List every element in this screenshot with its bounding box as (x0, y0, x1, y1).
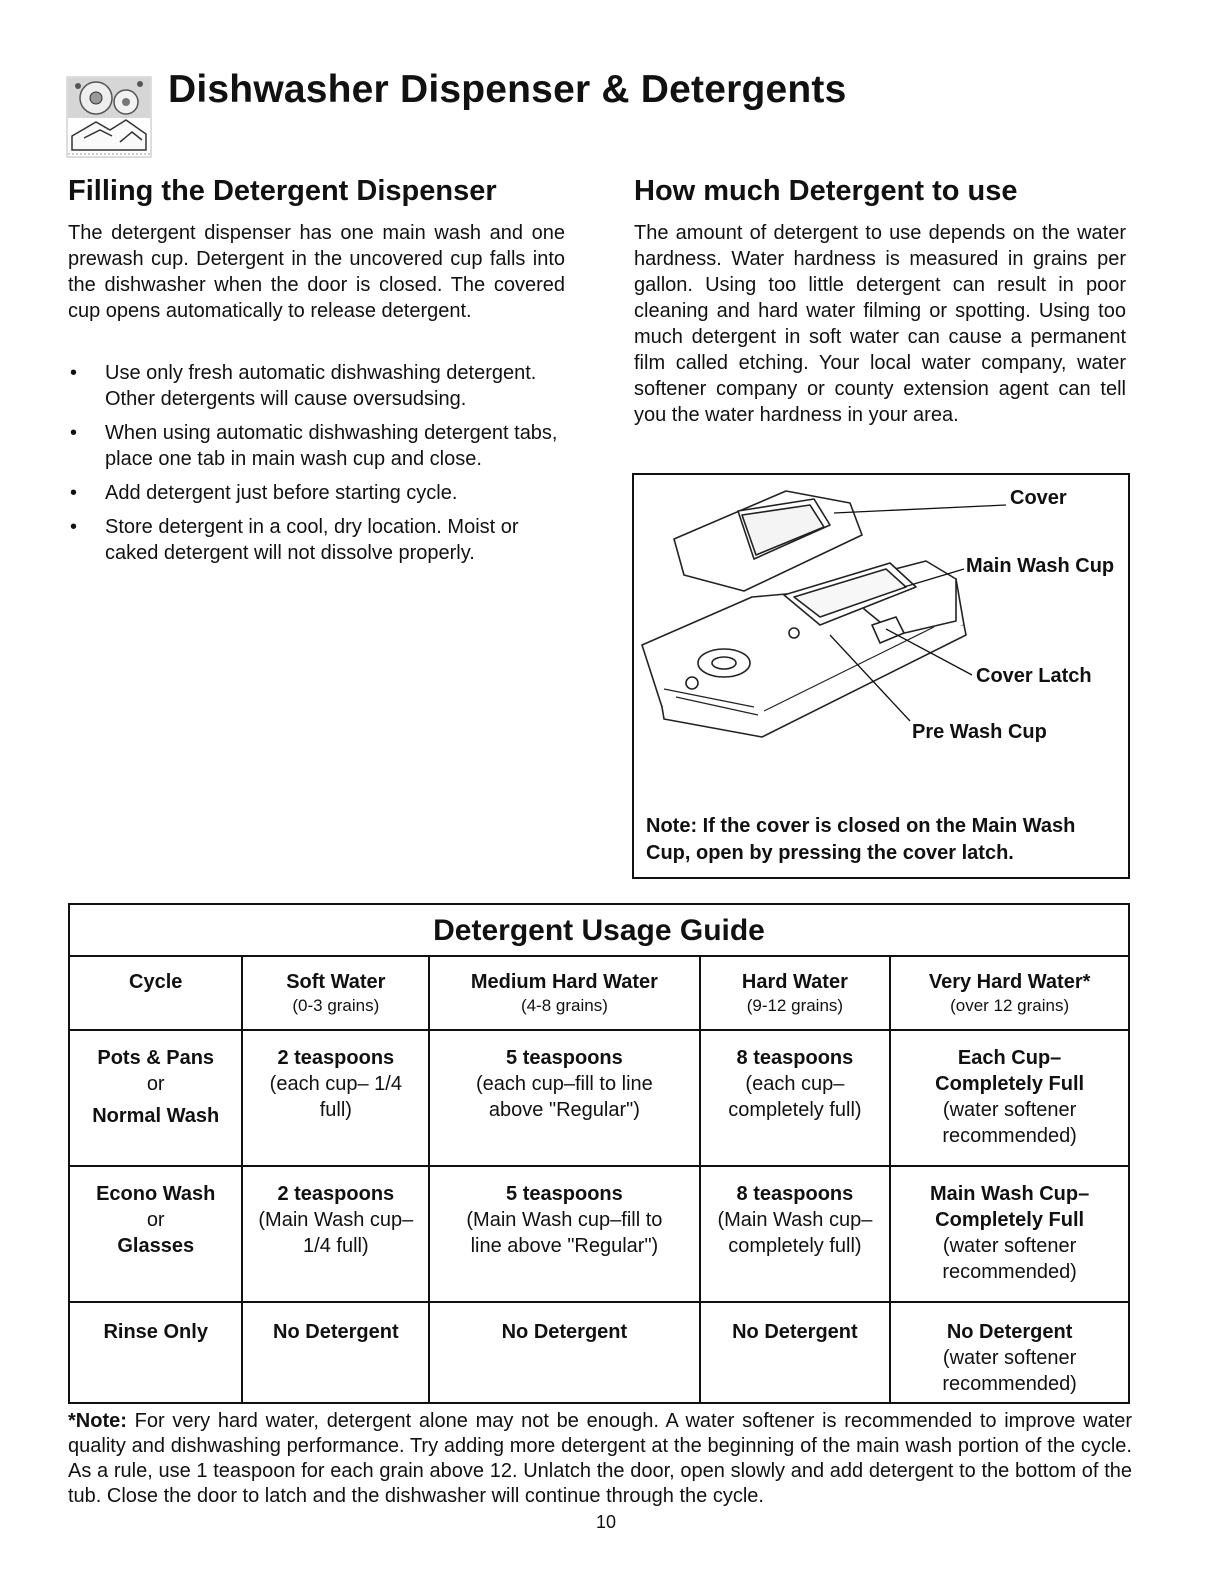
table-cell (700, 1030, 891, 1166)
table-cell (429, 1030, 699, 1166)
amount-note: (water softener recommended) (942, 1099, 1077, 1147)
cycle-name: Normal Wash (92, 1105, 220, 1127)
amount-text: No Detergent (732, 1321, 858, 1343)
filling-dispenser-heading: Filling the Detergent Dispenser (68, 175, 497, 207)
bullet-icon: • (70, 362, 78, 384)
amount-text: 5 teaspoons (506, 1183, 623, 1205)
amount-text: 8 teaspoons (736, 1047, 854, 1069)
cycle-name: Pots & Pans (97, 1047, 215, 1069)
main-wash-cup-label: Main Wash Cup (966, 555, 1115, 577)
amount-text: Main Wash Cup– Completely Full (929, 1183, 1090, 1231)
cycle-or: or (146, 1073, 165, 1095)
detergent-amount-text: The amount of detergent to use depends on the water hardness. Water hardness is measured in grains per gallon. Using too little detergent can result in poor cleaning and hard water filming or spotting. Using too much detergent in soft water can cause a permanent film called etching. Your local water company, water softener company or county extension agent can tell you the water hardness in your area. (634, 222, 1126, 426)
table-cell (890, 1166, 1129, 1302)
column-header-label: Very Hard Water* (928, 971, 1091, 993)
cycle-name: Rinse Only (103, 1321, 208, 1343)
column-header (242, 956, 429, 1030)
cover-label: Cover (1010, 487, 1067, 509)
cycle-name: Glasses (117, 1235, 195, 1257)
amount-text: No Detergent (501, 1321, 628, 1343)
table-cell (242, 1302, 429, 1403)
dispenser-tips-list (68, 360, 565, 574)
column-header-sub: (9-12 grains) (746, 996, 844, 1015)
amount-text: 5 teaspoons (506, 1047, 623, 1069)
cycle-name: Econo Wash (96, 1183, 216, 1205)
amount-text: 2 teaspoons (277, 1183, 395, 1205)
amount-text: Each Cup– Completely Full (935, 1047, 1085, 1095)
pre-wash-cup-label: Pre Wash Cup (912, 721, 1047, 743)
table-row (69, 1030, 1129, 1166)
table-cell (700, 1302, 891, 1403)
column-header (700, 956, 891, 1030)
amount-note: (Main Wash cup– completely full) (717, 1209, 873, 1257)
amount-note: (each cup–fill to line above "Regular") (476, 1073, 653, 1121)
list-item-text: When using automatic dishwashing detergent tabs, place one tab in main wash cup and close. (105, 422, 558, 470)
column-header-sub: (0-3 grains) (292, 996, 380, 1015)
bullet-icon: • (70, 516, 78, 538)
bullet-icon: • (70, 422, 78, 444)
column-header (69, 956, 242, 1030)
list-item (68, 480, 565, 506)
table-cell (890, 1030, 1129, 1166)
table-cell (890, 1302, 1129, 1403)
column-header (429, 956, 699, 1030)
column-header-sub: (4-8 grains) (520, 996, 608, 1015)
footnote (68, 1409, 1132, 1509)
dishwasher-section-icon (66, 76, 152, 158)
amount-note: (Main Wash cup– 1/4 full) (258, 1209, 414, 1257)
table-row (69, 1166, 1129, 1302)
table-header-row (69, 956, 1129, 1030)
footnote-text: For very hard water, detergent alone may not be enough. A water softener is recommended to improve water quality and dishwashing performance. Try adding more detergent at the beginning of the main wash portion of the cycle. As a rule, use 1 teaspoon for each grain above 12. Unlatch the door, open slowly and add detergent to the bottom of the tub. Close the door to latch and the dishwasher will continue through the cycle. (68, 1410, 1132, 1507)
amount-text: No Detergent (946, 1321, 1073, 1343)
list-item-text: Add detergent just before starting cycle. (105, 482, 458, 504)
column-header-label: Cycle (129, 971, 183, 993)
table-cell (429, 1302, 699, 1403)
amount-text: No Detergent (273, 1321, 399, 1343)
footnote-label: *Note: (68, 1410, 127, 1432)
page-number: 10 (595, 1512, 617, 1532)
list-item (68, 514, 565, 566)
table-cell (429, 1166, 699, 1302)
dispenser-illustration (634, 475, 1128, 805)
column-header-label: Medium Hard Water (470, 971, 658, 993)
amount-note: (water softener recommended) (942, 1347, 1077, 1395)
detergent-usage-guide-table (68, 903, 1130, 1404)
cover-latch-label: Cover Latch (976, 665, 1092, 687)
cycle-cell (69, 1302, 242, 1403)
list-item (68, 420, 565, 472)
amount-note: (each cup– 1/4 full) (269, 1073, 402, 1121)
table-cell (242, 1166, 429, 1302)
table-row (69, 1302, 1129, 1403)
diagram-note: Note: If the cover is closed on the Main Wash Cup, open by pressing the cover latch. (646, 815, 1076, 864)
column-header-label: Hard Water (741, 971, 848, 993)
column-header (890, 956, 1129, 1030)
amount-note: (water softener recommended) (942, 1235, 1077, 1283)
bullet-icon: • (70, 482, 78, 504)
table-title: Detergent Usage Guide (69, 904, 1129, 956)
amount-text: 8 teaspoons (736, 1183, 854, 1205)
amount-note: (Main Wash cup–fill to line above "Regular") (466, 1209, 663, 1257)
amount-note: (each cup– completely full) (728, 1073, 862, 1121)
cycle-cell (69, 1030, 242, 1166)
column-header-label: Soft Water (286, 971, 386, 993)
list-item (68, 360, 565, 412)
page-title: Dishwasher Dispenser & Detergents (168, 68, 847, 111)
dispenser-diagram (632, 473, 1130, 879)
cycle-cell (69, 1166, 242, 1302)
amount-text: 2 teaspoons (277, 1047, 395, 1069)
detergent-amount-heading: How much Detergent to use (634, 175, 1018, 207)
filling-dispenser-intro: The detergent dispenser has one main wash and one prewash cup. Detergent in the uncovered cup falls into the dishwasher when the door is closed. The covered cup opens automatically to release detergent. (68, 222, 565, 322)
list-item-text: Store detergent in a cool, dry location. Moist or caked detergent will not dissolve properly. (105, 516, 519, 564)
column-header-sub: (over 12 grains) (950, 996, 1070, 1015)
cycle-or: or (146, 1209, 165, 1231)
list-item-text: Use only fresh automatic dishwashing detergent. Other detergents will cause oversudsing. (105, 362, 537, 410)
table-cell (700, 1166, 891, 1302)
table-cell (242, 1030, 429, 1166)
